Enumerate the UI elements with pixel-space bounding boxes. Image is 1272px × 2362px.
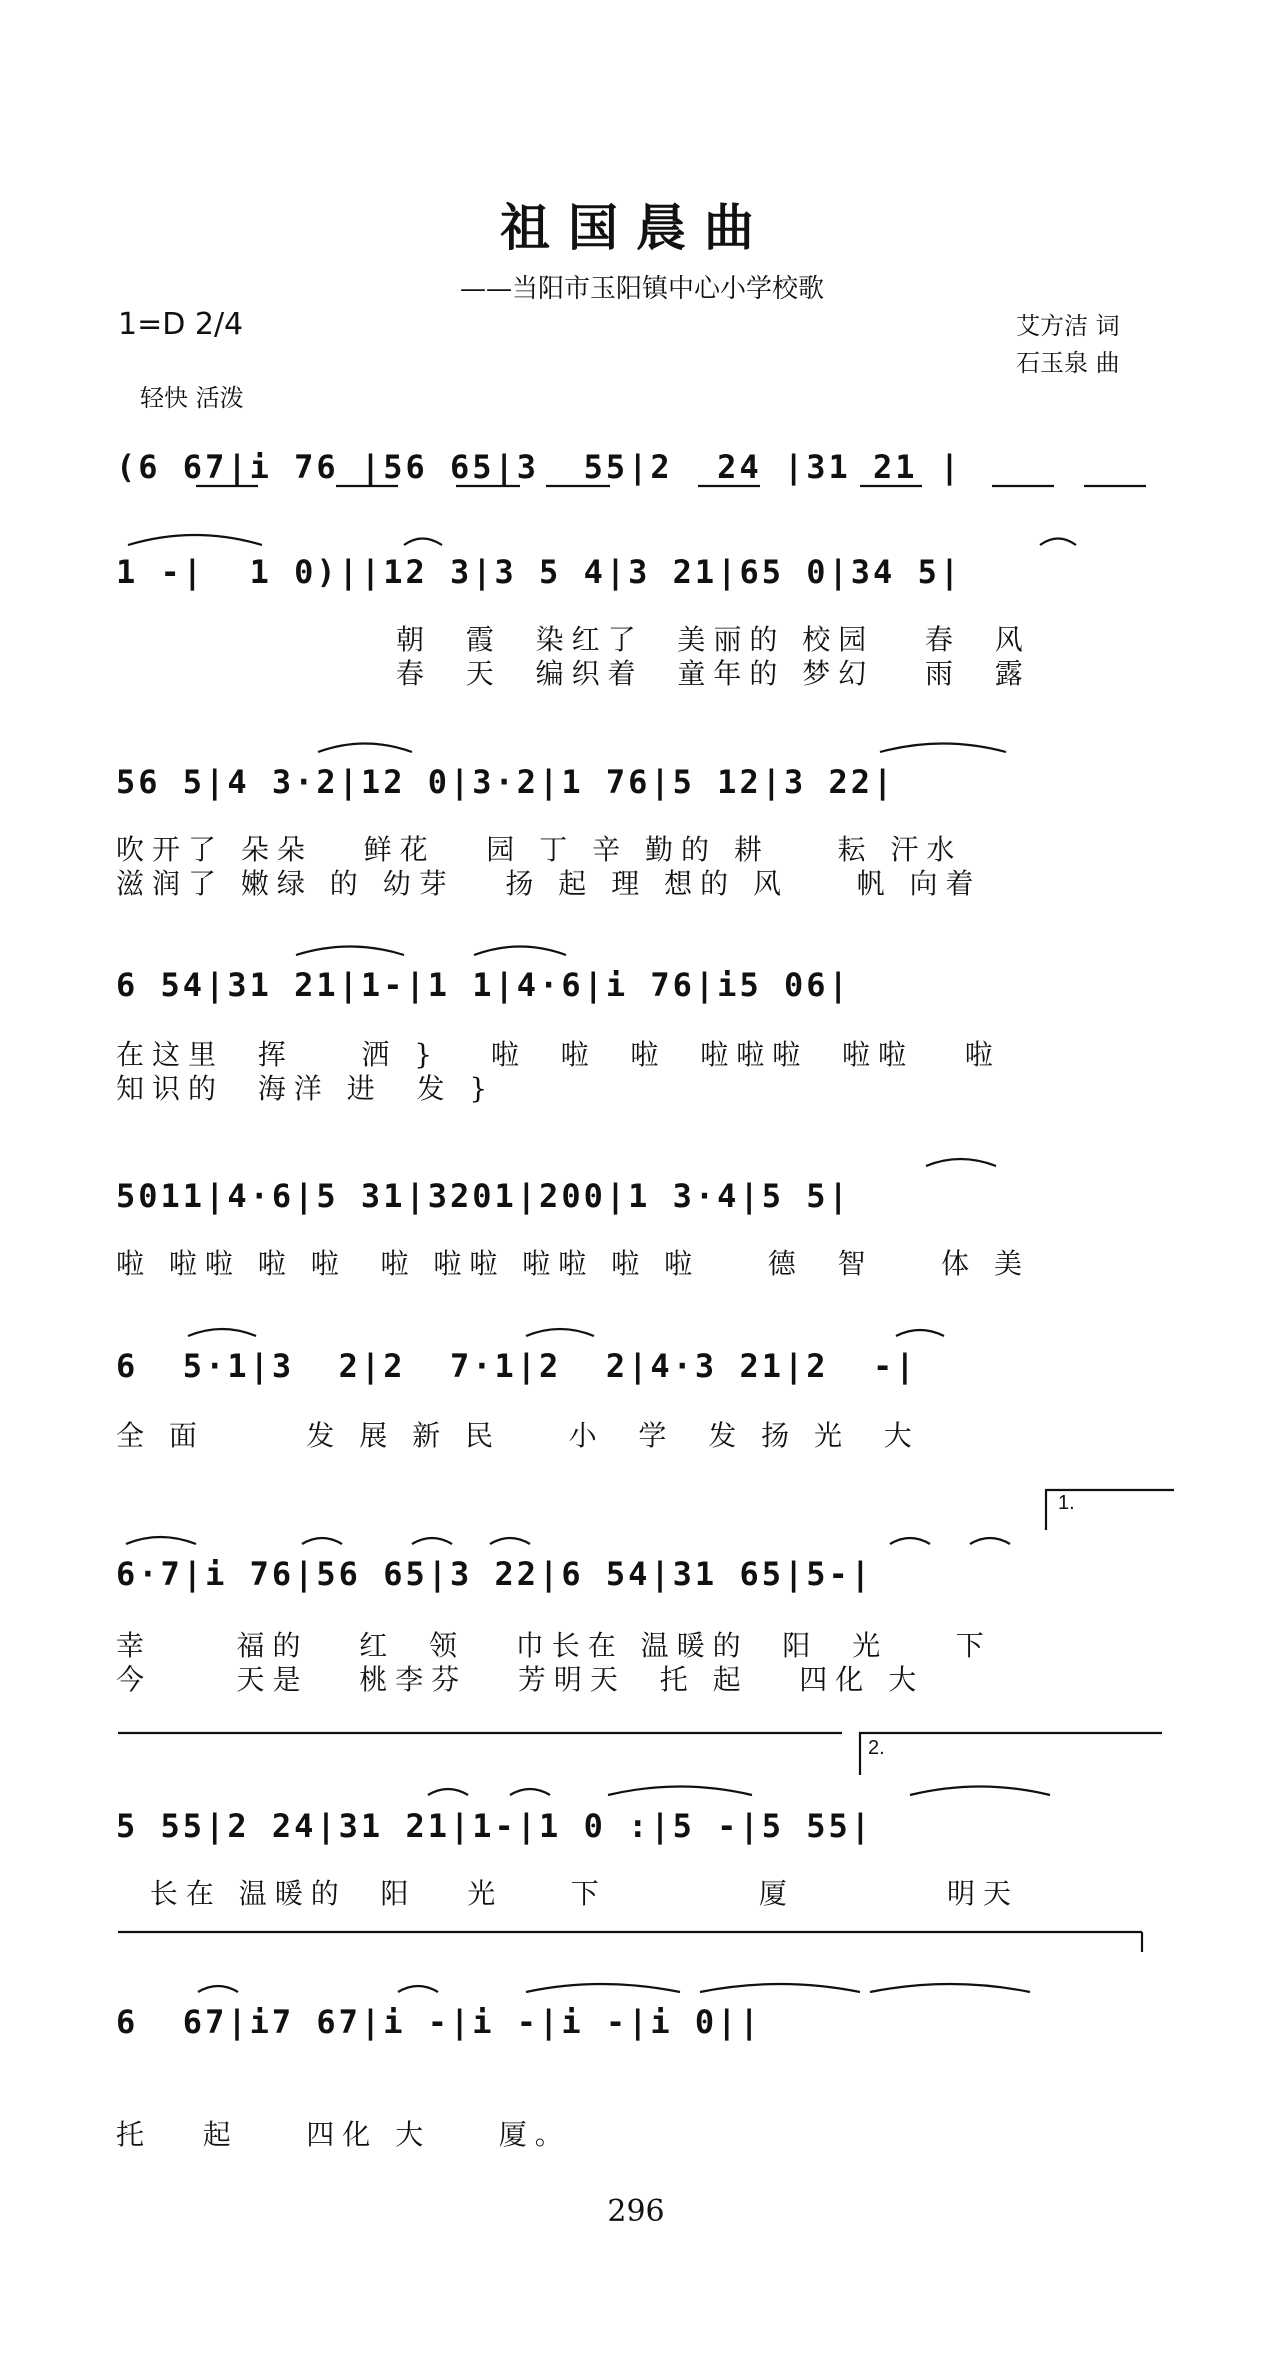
slur-mark xyxy=(296,947,404,956)
score-row-3-lyric-2: 滋润了 嫩绿 的 幼芽 扬 起 理 想的 风 帆 向着 xyxy=(116,867,982,900)
score-row-7-lyric-2: 今 天是 桃李芬 芳明天 托 起 四化 大 xyxy=(116,1663,925,1696)
score-row-7-lyric-1: 幸 福的 红 领 巾长在 温暖的 阳 光 下 xyxy=(116,1629,992,1662)
slur-mark xyxy=(1040,539,1076,546)
slur-mark xyxy=(926,1159,996,1166)
song-subtitle: ——当阳市玉阳镇中心小学校歌 xyxy=(460,274,825,304)
slur-mark xyxy=(700,1984,860,1992)
slur-mark xyxy=(474,947,566,956)
tempo-marking: 轻快 活泼 xyxy=(140,384,244,412)
slur-mark xyxy=(188,1329,256,1336)
score-row-4-lyric-1: 在这里 挥 洒 } 啦 啦 啦 啦啦啦 啦啦 啦 xyxy=(116,1038,1001,1071)
score-row-2-lyric-1: 朝 霞 染红了 美丽的 校园 春 风 xyxy=(396,623,1031,656)
slur-mark xyxy=(428,1789,468,1795)
slur-mark xyxy=(302,1538,342,1544)
score-row-2-lyric-2: 春 天 编织着 童年的 梦幻 雨 露 xyxy=(396,657,1031,690)
slur-mark xyxy=(910,1787,1050,1796)
volta-second-bracket xyxy=(860,1733,1162,1775)
slur-mark xyxy=(970,1538,1010,1544)
score-row-2-notes: 1 -| 1 0)||12 3|3 5 4|3 21|65 0|34 5| xyxy=(116,553,963,591)
score-row-6-lyric-1: 全 面 发 展 新 民 小 学 发 扬 光 大 xyxy=(116,1419,920,1452)
score-row-7-notes: 6·7|i 76|56 65|3 22|6 54|31 65|5-| xyxy=(116,1555,874,1593)
score-row-5-lyric-1: 啦 啦啦 啦 啦 啦 啦啦 啦啦 啦 啦 德 智 体 美 xyxy=(116,1247,1031,1280)
volta-first-bracket xyxy=(1046,1490,1174,1530)
song-title: 祖国晨曲 xyxy=(500,198,772,257)
slur-mark xyxy=(412,1538,452,1544)
slur-mark xyxy=(128,535,262,545)
score-row-8-notes: 5 55|2 24|31 21|1-|1 0 :|5 -|5 55| xyxy=(116,1807,874,1845)
slur-mark xyxy=(880,744,1006,753)
score-row-4-notes: 6 54|31 21|1-|1 1|4·6|i 76|i5 06| xyxy=(116,966,851,1004)
slur-mark xyxy=(526,1984,680,1992)
slur-mark xyxy=(890,1538,930,1544)
score-row-3-notes: 56 5|4 3·2|12 0|3·2|1 76|5 12|3 22| xyxy=(116,763,896,801)
score-row-6-notes: 6 5·1|3 2|2 7·1|2 2|4·3 21|2 -| xyxy=(116,1347,918,1385)
slur-mark xyxy=(896,1330,944,1336)
lyricist-credit: 艾方洁 词 xyxy=(1016,312,1120,340)
score-row-4-lyric-2: 知识的 海洋 进 发 } xyxy=(116,1072,496,1105)
score-row-8-lyric-1: 长在 温暖的 阳 光 下 厦 明天 xyxy=(116,1877,1020,1910)
slur-mark xyxy=(198,1986,238,1992)
slur-mark xyxy=(870,1984,1030,1992)
slur-mark xyxy=(398,1986,438,1992)
score-row-3-lyric-1: 吹开了 朵朵 鲜花 园 丁 辛 勤的 耕 耘 汗水 xyxy=(116,833,963,866)
score-row-1-notes: (6 67|i 76 |56 65|3 55|2 24 |31 21 | xyxy=(116,448,963,486)
slur-mark xyxy=(510,1789,550,1795)
slur-mark xyxy=(490,1538,530,1544)
score-row-5-notes: 5011|4·6|5 31|3201|200|1 3·4|5 5| xyxy=(116,1177,851,1215)
score-row-9-notes: 6 67|i7 67|i -|i -|i -|i 0|| xyxy=(116,2003,762,2041)
slur-mark xyxy=(318,744,412,753)
score-row-9-lyric-1: 托 起 四化 大 厦。 xyxy=(116,2118,571,2151)
composer-credit: 石玉泉 曲 xyxy=(1016,349,1120,377)
key-signature: 1=D 2/4 xyxy=(118,307,244,342)
volta-second-label: 2. xyxy=(868,1737,885,1759)
volta-first-label: 1. xyxy=(1058,1492,1075,1514)
slur-mark xyxy=(526,1329,594,1336)
page-number: 296 xyxy=(607,2194,665,2229)
slur-mark xyxy=(126,1537,196,1544)
slur-mark xyxy=(404,539,442,546)
slur-mark xyxy=(608,1787,752,1796)
